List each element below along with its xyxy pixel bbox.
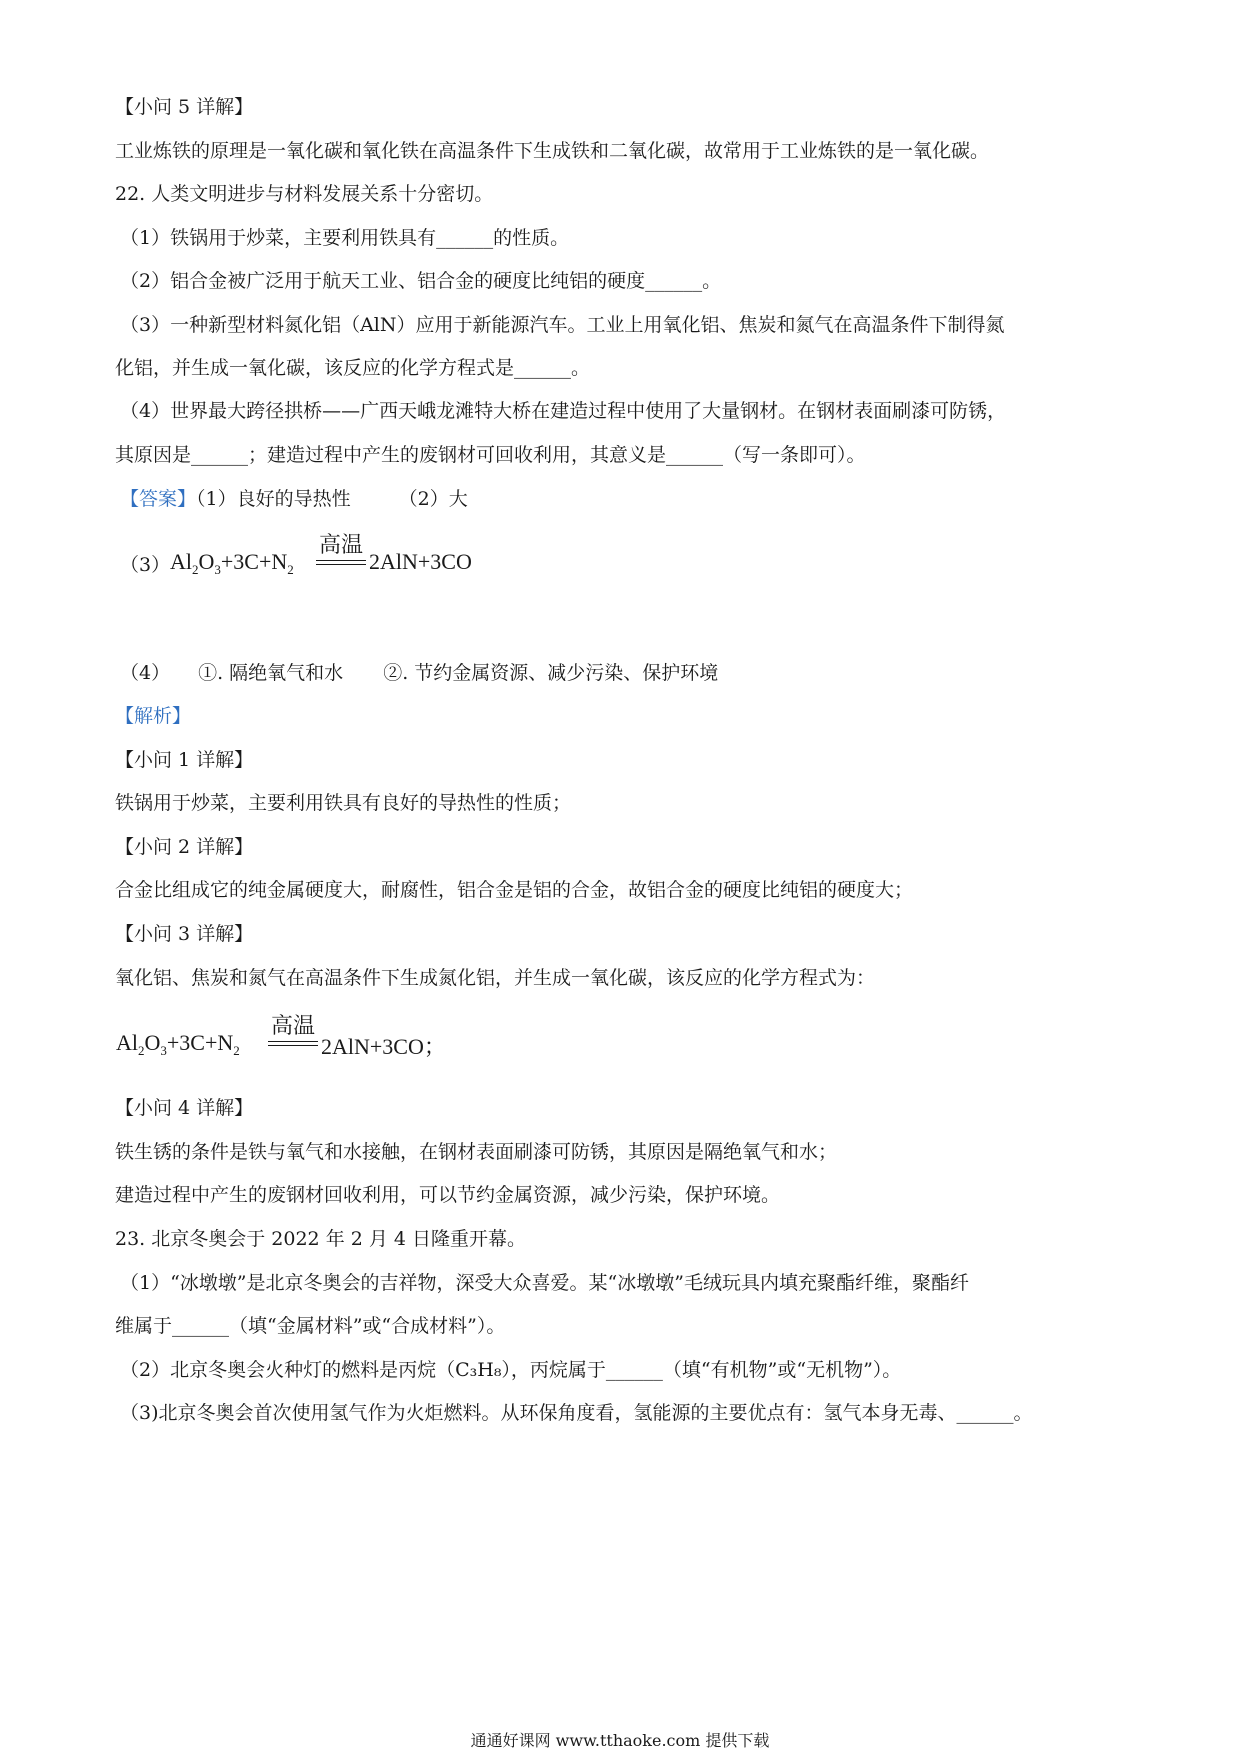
page-footer: 通通好课网 www.tthaoke.com 提供下载 <box>470 1731 770 1750</box>
question-22-part-4: （4）世界最大跨径拱桥——广西天峨龙滩特大桥在建造过程中使用了大量钢材。在钢材表面刷漆可防锈， <box>120 400 1007 422</box>
question-23-part-1: （1）“冰墩墩”是北京冬奥会的吉祥物，深受大众喜爱。某“冰墩墩”毛绒玩具内填充聚酯纤维，聚酯纤 <box>120 1272 969 1294</box>
answer-row-4 <box>120 660 718 686</box>
equation-answer-condition: 高温 <box>318 533 363 558</box>
question-23-part-3: （3)北京冬奥会首次使用氢气作为火炬燃料。从环保角度看，氢能源的主要优点有：氢气本身无毒、______。 <box>120 1402 1033 1424</box>
answer-3-prefix: （3） <box>120 554 171 576</box>
equation-answer-lhs: $Al_2O_3+3C+N_2$ <box>170 549 294 577</box>
equation-analysis-equals <box>268 1041 318 1046</box>
text-line: 合金比组成它的纯金属硬度大，耐腐性，铝合金是铝的合金，故铝合金的硬度比纯铝的硬度大； <box>115 879 914 901</box>
answer-part-1: （1）良好的导热性 <box>196 488 351 510</box>
question-22-part-4-cont: 其原因是______；建造过程中产生的废钢材可回收利用，其意义是______（写一条即可）。 <box>115 444 866 466</box>
sub-question-5-heading: 【小问 5 详解】 <box>115 96 254 118</box>
sub-question-4-heading: 【小问 4 详解】 <box>115 1097 254 1119</box>
analysis-label: 【解析】 <box>115 705 192 727</box>
answer-label: 【答案】 <box>120 488 197 510</box>
sub-question-2-heading: 【小问 2 详解】 <box>115 836 254 858</box>
question-22-part-3-cont: 化铝，并生成一氧化碳，该反应的化学方程式是______。 <box>115 357 591 379</box>
question-22-part-1: （1）铁锅用于炒菜，主要利用铁具有______的性质。 <box>120 227 570 249</box>
question-22-part-3: （3）一种新型材料氮化铝（AlN）应用于新能源汽车。工业上用氧化铝、焦炭和氮气在高温条件下制得氮 <box>120 314 1005 336</box>
answer-row-1 <box>120 486 468 512</box>
answer-4b: ②. 节约金属资源、减少污染、保护环境 <box>383 662 719 684</box>
sub-question-3-heading: 【小问 3 详解】 <box>115 923 254 945</box>
question-23-part-1-cont: 维属于______（填“金属材料”或“合成材料”）。 <box>115 1315 506 1337</box>
equation-analysis-lhs: $Al_2O_3+3C+N_2$ <box>116 1030 240 1058</box>
answer-4a: ①. 隔绝氧气和水 <box>198 662 344 684</box>
question-23-part-2: （2）北京冬奥会火种灯的燃料是丙烷（C₃H₈），丙烷属于______（填“有机物”或“无机物”）。 <box>120 1359 902 1381</box>
answer-part-2: （2）大 <box>398 488 468 510</box>
text-line: 建造过程中产生的废钢材回收利用，可以节约金属资源，减少污染，保护环境。 <box>115 1184 781 1206</box>
text-line: 铁生锈的条件是铁与氧气和水接触，在钢材表面刷漆可防锈，其原因是隔绝氧气和水； <box>115 1141 838 1163</box>
sub-question-1-heading: 【小问 1 详解】 <box>115 749 254 771</box>
equation-analysis-condition: 高温 <box>270 1014 315 1039</box>
equation-answer-rhs: 2AlN+3CO <box>369 549 472 574</box>
equation-analysis-rhs: 2AlN+3CO； <box>321 1034 446 1059</box>
answer-4-prefix: （4） <box>120 662 171 684</box>
text-line: 氧化铝、焦炭和氮气在高温条件下生成氮化铝，并生成一氧化碳，该反应的化学方程式为： <box>115 967 876 989</box>
question-22-stem: 22. 人类文明进步与材料发展关系十分密切。 <box>115 183 494 205</box>
question-23-stem: 23. 北京冬奥会于 2022 年 2 月 4 日隆重开幕。 <box>115 1228 527 1250</box>
question-22-part-2: （2）铝合金被广泛用于航天工业、铝合金的硬度比纯铝的硬度______。 <box>120 270 722 292</box>
text-line: 铁锅用于炒菜，主要利用铁具有良好的导热性的性质； <box>115 792 572 814</box>
text-line: 工业炼铁的原理是一氧化碳和氧化铁在高温条件下生成铁和二氧化碳，故常用于工业炼铁的是一氧化碳。 <box>115 140 990 162</box>
equation-answer-equals <box>316 560 366 565</box>
